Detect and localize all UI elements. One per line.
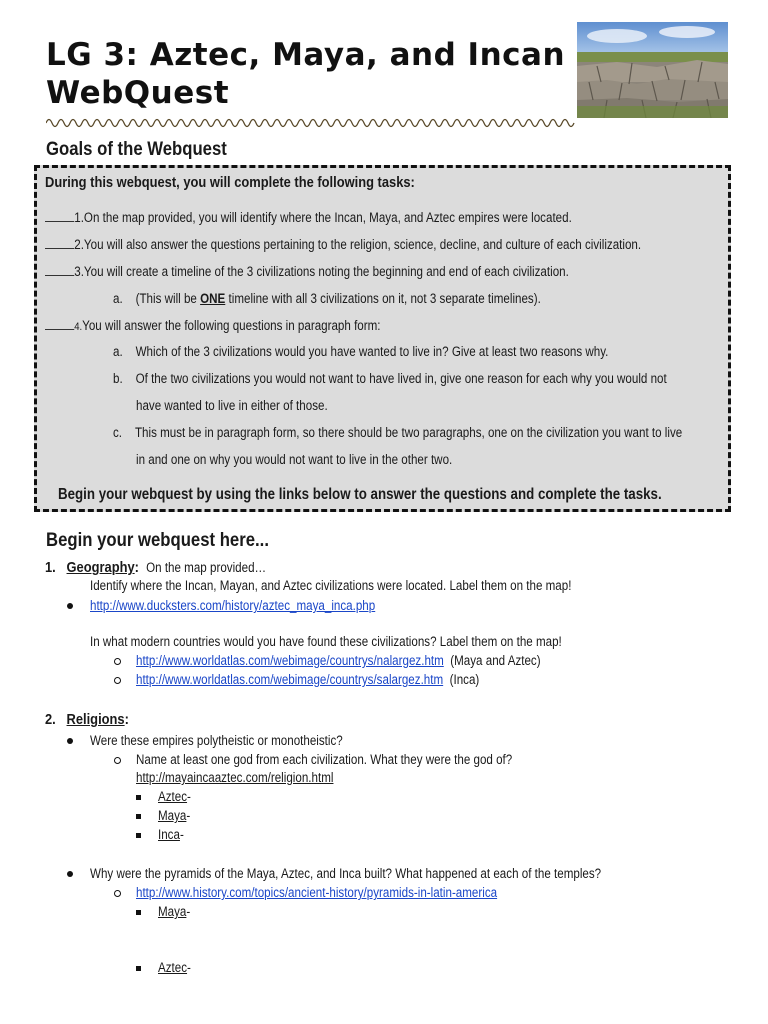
- pyramid-maya: Maya-: [158, 904, 191, 919]
- goals-heading: Goals of the Webquest: [46, 139, 227, 160]
- religion-subquestion: Name at least one god from each civilization. What they were the god of?: [136, 752, 513, 767]
- god-maya: Maya-: [158, 808, 191, 823]
- mayaincaaztec-link[interactable]: http://mayaincaaztec.com/religion.html: [136, 770, 334, 785]
- task-3a: a. (This will be ONE timeline with all 3 civilizations on it, not 3 separate timelines).: [113, 291, 541, 306]
- task-4: 4.You will answer the following questions in paragraph form:: [45, 318, 381, 333]
- bullet-icon: [67, 738, 73, 744]
- checkbox-blank: [45, 264, 74, 276]
- salargez-row: http://www.worldatlas.com/webimage/countrys/salargez.htm (Inca): [136, 672, 480, 687]
- circle-bullet-icon: [114, 757, 121, 764]
- circle-bullet-icon: [114, 658, 121, 665]
- page-title: [46, 36, 586, 112]
- checkbox-blank: [45, 318, 74, 330]
- nalargez-link[interactable]: http://www.worldatlas.com/webimage/countrys/nalargez.htm: [136, 653, 444, 668]
- goals-intro: During this webquest, you will complete the following tasks:: [45, 174, 415, 191]
- section-religions: 2. Religions:: [45, 711, 129, 728]
- square-bullet-icon: [136, 833, 141, 838]
- goals-closing: Begin your webquest by using the links below to answer the questions and complete the tasks.: [58, 486, 662, 503]
- god-aztec: Aztec-: [158, 789, 191, 804]
- circle-bullet-icon: [114, 677, 121, 684]
- square-bullet-icon: [136, 795, 141, 800]
- geography-question: In what modern countries would you have found these civilizations? Label them on the map!: [90, 634, 562, 649]
- religion-question-1: Were these empires polytheistic or monotheistic?: [90, 733, 343, 748]
- pyramid-aztec: Aztec-: [158, 960, 191, 975]
- task-2: 2.You will also answer the questions pertaining to the religion, science, decline, and culture of each civilization.: [45, 237, 641, 252]
- section-geography: 1. Geography: On the map provided…: [45, 559, 267, 576]
- nalargez-row: http://www.worldatlas.com/webimage/countrys/nalargez.htm (Maya and Aztec): [136, 653, 541, 668]
- circle-bullet-icon: [114, 890, 121, 897]
- task-3: 3.You will create a timeline of the 3 civilizations noting the beginning and end of each civilization.: [45, 264, 569, 279]
- task-1: 1.On the map provided, you will identify where the Incan, Maya, and Aztec empires were located.: [45, 210, 572, 225]
- begin-heading: Begin your webquest here...: [46, 530, 269, 551]
- task-4c-cont: in and one on why you would not want to live in the other two.: [136, 452, 453, 467]
- god-inca: Inca-: [158, 827, 184, 842]
- checkbox-blank: [45, 237, 74, 249]
- pyramids-question: Why were the pyramids of the Maya, Aztec, and Inca built? What happened at each of the temples?: [90, 866, 602, 881]
- checkbox-blank: [45, 210, 74, 222]
- square-bullet-icon: [136, 910, 141, 915]
- geography-instruction: Identify where the Incan, Mayan, and Aztec civilizations were located. Label them on the map!: [90, 578, 572, 593]
- square-bullet-icon: [136, 966, 141, 971]
- task-4c: c. This must be in paragraph form, so there should be two paragraphs, one on the civilization you want to live: [113, 425, 683, 440]
- title-line-1: LG 3: Aztec, Maya, and Incan: [46, 37, 566, 73]
- history-pyramids-link[interactable]: http://www.history.com/topics/ancient-history/pyramids-in-latin-america: [136, 885, 498, 900]
- task-4a: a. Which of the 3 civilizations would you have wanted to live in? Give at least two reasons why.: [113, 344, 609, 359]
- decorative-divider: [46, 116, 576, 135]
- stone-wall-photo: [577, 22, 728, 118]
- bullet-icon: [67, 871, 73, 877]
- title-line-2: WebQuest: [46, 75, 230, 111]
- bullet-icon: [67, 603, 73, 609]
- square-bullet-icon: [136, 814, 141, 819]
- task-4b-cont: have wanted to live in either of those.: [136, 398, 328, 413]
- ducksters-link[interactable]: http://www.ducksters.com/history/aztec_maya_inca.php: [90, 598, 376, 613]
- task-4b: b. Of the two civilizations you would not want to have lived in, give one reason for each why you would not: [113, 371, 667, 386]
- salargez-link[interactable]: http://www.worldatlas.com/webimage/countrys/salargez.htm: [136, 672, 444, 687]
